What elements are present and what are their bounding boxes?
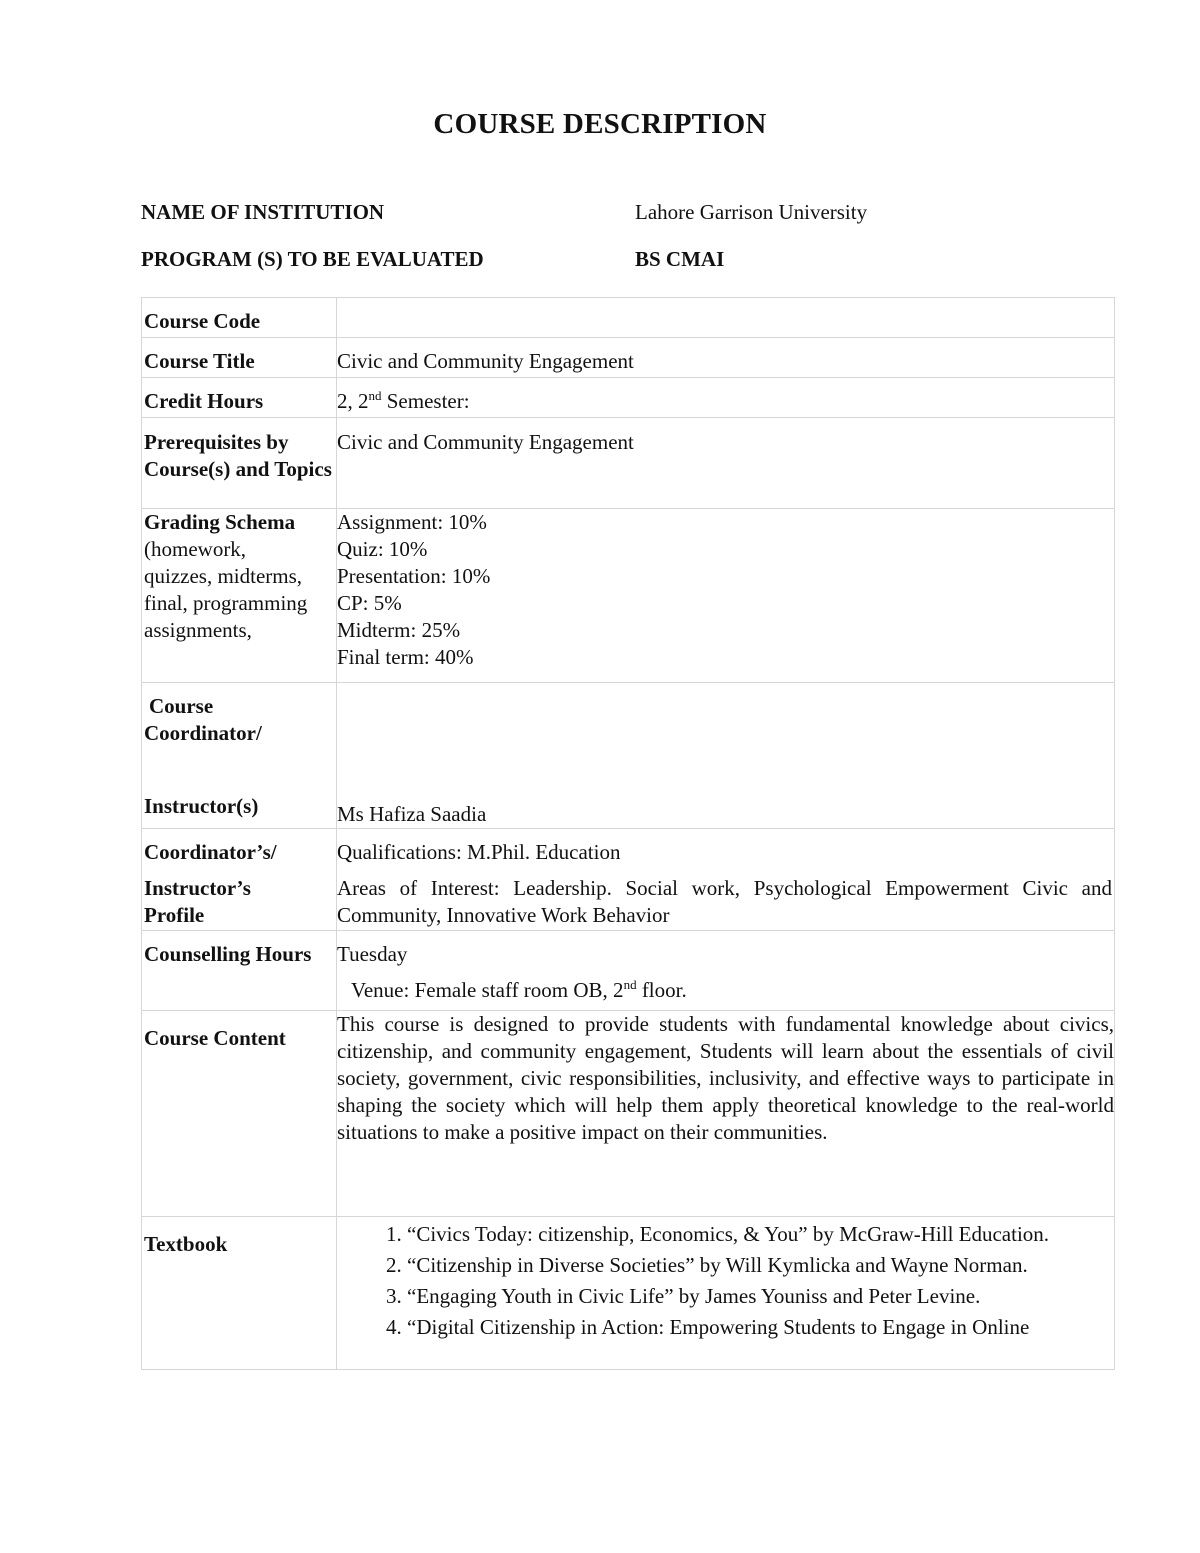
program-value: BS CMAI	[635, 247, 725, 271]
credit-hours-value-main: 2, 2	[337, 389, 369, 413]
course-content-text: This course is designed to provide students with fundamental knowledge about civics, citizenship, and community engagement, Students will learn about the essentials of civil society, government, civic responsibilities, inclusivity, and effective ways to participate in shaping the society which will help them apply theoretical knowledge to the real-world situations to make a positive impact on their communities.	[337, 1012, 1114, 1144]
prerequisites-label: Prerequisites by Course(s) and Topics	[144, 430, 332, 481]
profile-label-cell	[142, 829, 337, 931]
row-prerequisites	[142, 418, 1115, 509]
row-profile	[142, 829, 1115, 931]
profile-label-coordinator: Coordinator’s/	[144, 840, 277, 864]
credit-hours-value	[337, 378, 1115, 418]
grading-item: CP: 5%	[337, 591, 402, 615]
textbook-label: Textbook	[144, 1232, 228, 1256]
grading-label-line: (homework,	[144, 537, 247, 561]
counselling-value-cell	[337, 931, 1115, 1011]
grading-label-cell	[142, 509, 337, 683]
counselling-venue	[337, 977, 1114, 1004]
credit-hours-superscript: nd	[368, 388, 382, 403]
row-coordinator	[142, 683, 1115, 829]
coordinator-label-instructor: Instructor(s)	[144, 794, 259, 818]
row-credit-hours	[142, 378, 1115, 418]
course-content-label: Course Content	[144, 1026, 286, 1050]
grading-label-line: quizzes, midterms,	[144, 564, 303, 588]
counselling-venue-floor: floor.	[636, 978, 687, 1002]
prerequisites-value: Civic and Community Engagement	[337, 430, 634, 454]
document-title: COURSE DESCRIPTION	[433, 108, 767, 140]
coordinator-label-coordinator: Coordinator/	[144, 721, 262, 745]
row-course-code	[142, 298, 1115, 338]
row-course-content	[142, 1011, 1115, 1217]
instructor-name: Ms Hafiza Saadia	[337, 802, 487, 826]
institution-label: NAME OF INSTITUTION	[141, 200, 385, 224]
profile-label-instructor: Instructor’s	[144, 876, 251, 900]
row-counselling	[142, 931, 1115, 1011]
areas-of-interest: Areas of Interest: Leadership. Social work, Psychological Empowerment Civic and Community, Innovative Work Behavior	[337, 876, 1112, 927]
credit-hours-semester: Semester:	[381, 389, 470, 413]
counselling-day: Tuesday	[337, 942, 408, 966]
textbook-list	[337, 1219, 1114, 1343]
textbook-item: 4. “Digital Citizenship in Action: Empowering Students to Engage in Online	[407, 1312, 1114, 1343]
textbook-item: 1. “Civics Today: citizenship, Economics, & You” by McGraw-Hill Education.	[407, 1219, 1114, 1250]
textbook-item: 3. “Engaging Youth in Civic Life” by James Youniss and Peter Levine.	[407, 1281, 1114, 1312]
coordinator-label-course: Course	[149, 694, 214, 718]
row-grading	[142, 509, 1115, 683]
row-textbook	[142, 1217, 1115, 1370]
course-title-label: Course Title	[144, 349, 255, 373]
institution-row	[141, 200, 1101, 230]
counselling-venue-superscript: nd	[623, 977, 637, 992]
grading-label-line: assignments,	[144, 618, 252, 642]
grading-item: Final term: 40%	[337, 645, 474, 669]
grading-item: Assignment: 10%	[337, 510, 487, 534]
course-table	[141, 297, 1115, 1370]
coordinator-label-cell	[142, 683, 337, 829]
course-code-label: Course Code	[144, 309, 261, 333]
grading-label-line: final, programming	[144, 591, 308, 615]
grading-label: Grading Schema	[144, 510, 296, 534]
institution-value: Lahore Garrison University	[635, 200, 868, 224]
credit-hours-label: Credit Hours	[144, 389, 264, 413]
grading-item: Midterm: 25%	[337, 618, 461, 642]
course-title-value: Civic and Community Engagement	[337, 349, 634, 373]
qualifications: Qualifications: M.Phil. Education	[337, 840, 621, 864]
program-label: PROGRAM (S) TO BE EVALUATED	[141, 247, 484, 271]
textbook-item: 2. “Citizenship in Diverse Societies” by Will Kymlicka and Wayne Norman.	[407, 1250, 1114, 1281]
profile-label-profile: Profile	[144, 903, 205, 927]
program-row	[141, 247, 1101, 277]
counselling-label: Counselling Hours	[144, 942, 312, 966]
counselling-venue-text: Venue: Female staff room OB, 2	[351, 978, 624, 1002]
row-course-title	[142, 338, 1115, 378]
grading-list	[337, 509, 1115, 683]
grading-item: Quiz: 10%	[337, 537, 428, 561]
grading-item: Presentation: 10%	[337, 564, 491, 588]
profile-value-cell	[337, 829, 1115, 931]
